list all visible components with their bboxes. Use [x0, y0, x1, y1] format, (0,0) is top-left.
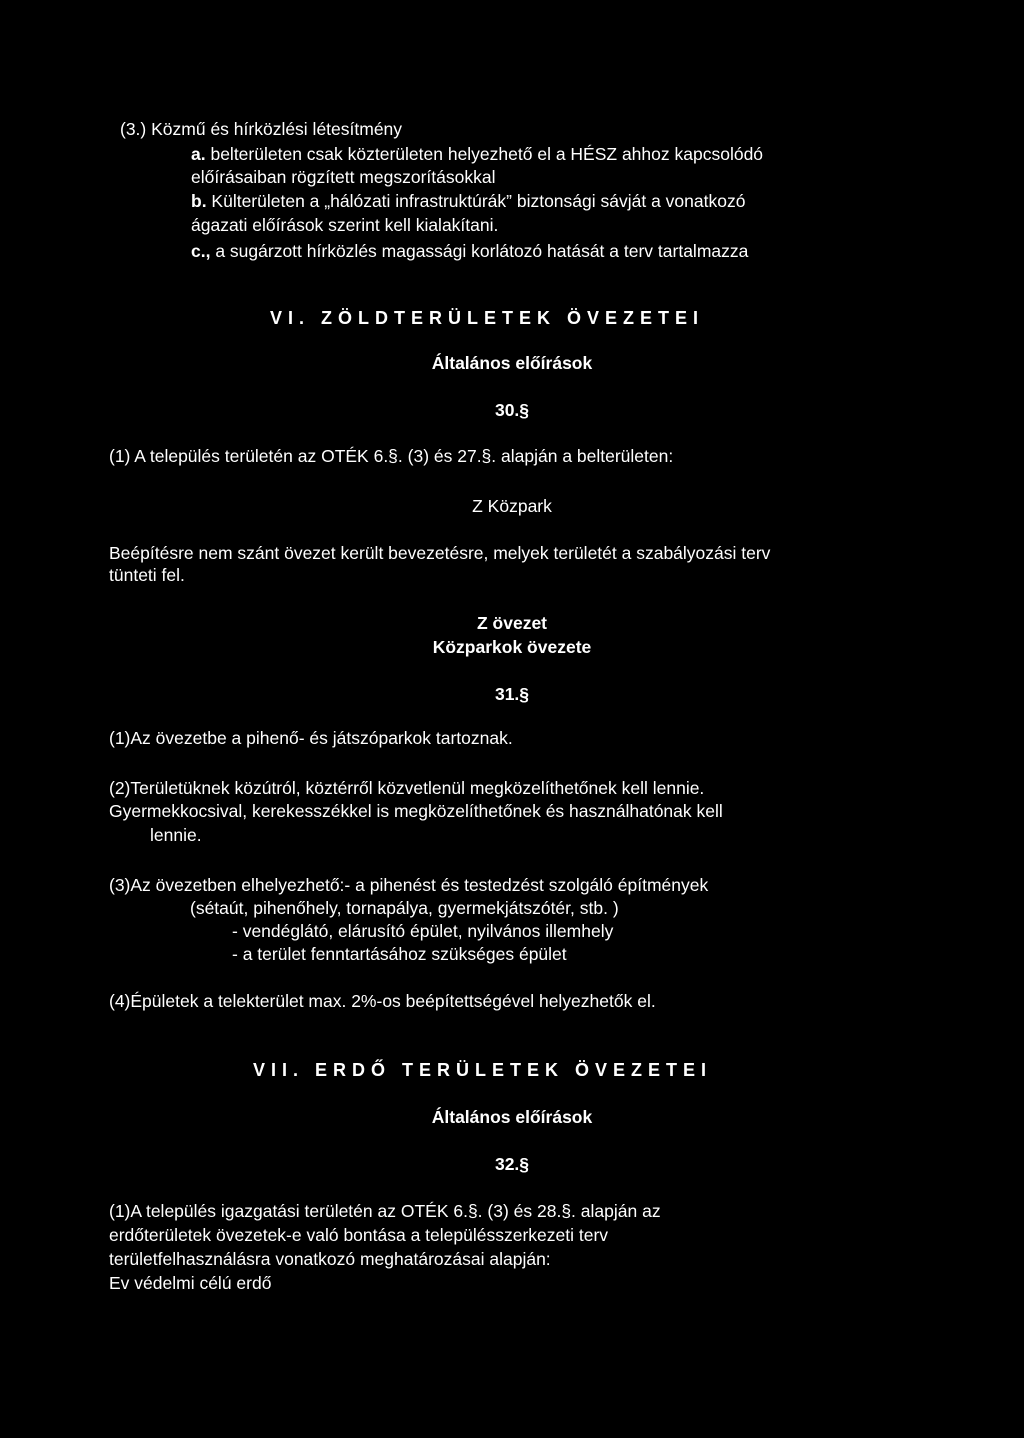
z-rule-1: (1)Az övezetbe a pihenő- és játszóparkok tartoznak.: [109, 728, 513, 748]
z-rule-4: (4)Épületek a telekterület max. 2%-os beépítettségével helyezhetők el.: [109, 991, 656, 1011]
item-a-label: a.: [191, 144, 206, 164]
zone-description-line2: tünteti fel.: [109, 565, 185, 585]
z-zone-subtitle: Közparkok övezete: [432, 637, 592, 657]
z-rule-3-line2: (sétaút, pihenőhely, tornapálya, gyermekjátszótér, stb. ): [190, 898, 619, 918]
item-b-label: b.: [191, 191, 207, 211]
zone-description-line1: Beépítésre nem szánt övezet került bevezetésre, melyek területét a szabályozási terv: [109, 543, 771, 563]
item-c-label: c.,: [191, 241, 211, 261]
zone-name: Z Közpark: [472, 496, 552, 516]
paragraph-32-line1: (1)A település igazgatási területén az OTÉK 6.§. (3) és 28.§. alapján az: [109, 1201, 661, 1221]
chapter-vi-title: VI. ZÖLDTERÜLETEK ÖVEZETEI: [270, 308, 705, 328]
paragraph-32-line2: erdőterületek övezetek-e való bontása a településszerkezeti terv: [109, 1225, 609, 1245]
paragraph-30-number: 30.§: [494, 400, 530, 420]
item-a-continuation: előírásaiban rögzített megszorításokkal: [191, 167, 496, 187]
section-heading: (3.) Közmű és hírközlési létesítmény: [120, 119, 403, 139]
z-rule-2-line2: Gyermekkocsival, kerekesszékkel is megközelíthetőnek és használhatónak kell: [109, 801, 723, 821]
item-b-continuation: ágazati előírások szerint kell kialakítani.: [191, 215, 499, 235]
z-rule-2-line3: lennie.: [150, 825, 202, 845]
chapter-vii-title: VII. ERDŐ TERÜLETEK ÖVEZETEI: [253, 1060, 713, 1080]
paragraph-32-number: 32.§: [494, 1154, 530, 1174]
item-a-text: belterületen csak közterületen helyezhető el a HÉSZ ahhoz kapcsolódó: [205, 144, 764, 164]
chapter-vi-subtitle: Általános előírások: [431, 353, 593, 373]
z-zone-title: Z övezet: [476, 613, 548, 633]
z-rule-3-line3: - vendéglátó, elárusító épület, nyilvános illemhely: [232, 921, 614, 941]
paragraph-31-number: 31.§: [494, 684, 530, 704]
chapter-vii-subtitle: Általános előírások: [431, 1107, 593, 1127]
paragraph-32-line3: területfelhasználásra vonatkozó meghatározásai alapján:: [109, 1249, 551, 1269]
item-b: [191, 190, 745, 212]
item-c: [191, 240, 748, 262]
paragraph-30-text: (1) A település területén az OTÉK 6.§. (3) és 27.§. alapján a belterületen:: [109, 446, 674, 466]
item-b-text: Külterületen a „hálózati infrastruktúrák” biztonsági sávját a vonatkozó: [206, 191, 746, 211]
z-rule-3-line4: - a terület fenntartásához szükséges épület: [232, 944, 567, 964]
item-c-text: a sugárzott hírközlés magassági korlátozó hatását a terv tartalmazza: [210, 241, 749, 261]
paragraph-32-line4: Ev védelmi célú erdő: [109, 1273, 272, 1293]
z-rule-3-line1: (3)Az övezetben elhelyezhető:- a pihenést és testedzést szolgáló építmények: [109, 875, 709, 895]
item-a: [191, 143, 763, 165]
z-rule-2-line1: (2)Területüknek közútról, köztérről közvetlenül megközelíthetőnek kell lennie.: [109, 778, 705, 798]
